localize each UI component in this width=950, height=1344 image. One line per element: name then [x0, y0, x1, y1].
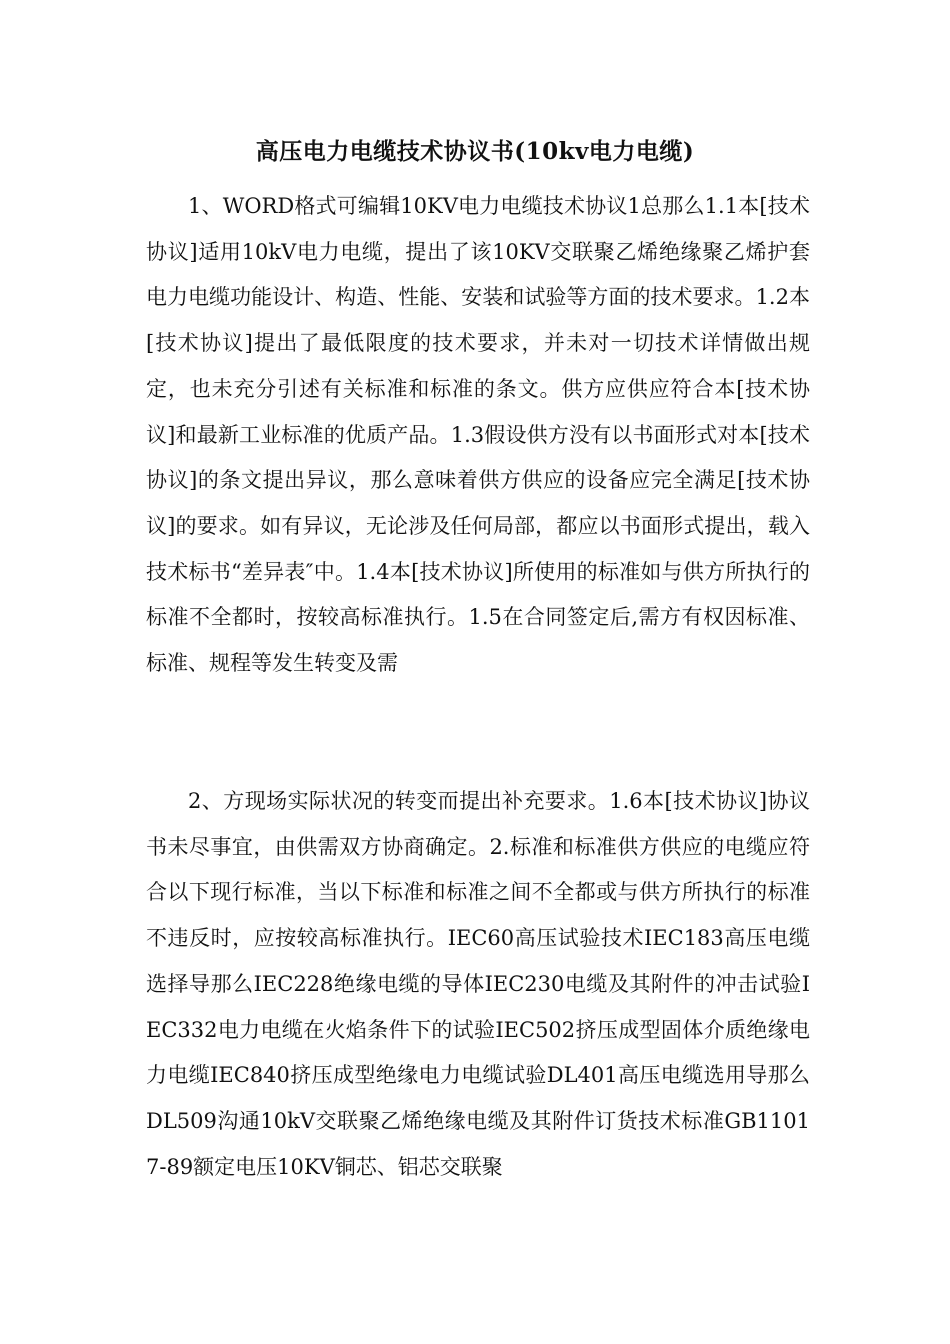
paragraph-1: 1、WORD格式可编辑10KV电力电缆技术协议1总那么1.1本[技术协议]适用10kV电力电缆，提出了该10KV交联聚乙烯绝缘聚乙烯护套电力电缆功能设计、构造、性能、安装和试验等方面的技术要求。1.2本[技术协议]提出了最低限度的技术要求，并未对一切技术详情做出规定，也未充分引述有关标准和标准的条文。供方应供应符合本[技术协议]和最新工业标准的优质产品。1.3假设供方没有以书面形式对本[技术协议]的条文提出异议，那么意味着供方供应的设备应完全满足[技术协议]的要求。如有异议，无论涉及任何局部，都应以书面形式提出，载入技术标书“差异表″中。1.4本[技术协议]所使用的标准如与供方所执行的标准不全都时，按较高标准执行。1.5在合同签定后,需方有权因标准、标准、规程等发生转变及需: [146, 194, 810, 676]
paragraph-2: 2、方现场实际状况的转变而提出补充要求。1.6本[技术协议]协议书未尽事宜，由供需双方协商确定。2.标准和标准供方供应的电缆应符合以下现行标准，当以下标准和标准之间不全都或与供方所执行的标准不违反时，应按较高标准执行。IEC60高压试验技术IEC183高压电缆选择导那么IEC228绝缘电缆的导体IEC230电缆及其附件的冲击试验IEC332电力电缆在火焰条件下的试验IEC502挤压成型固体介质绝缘电力电缆IEC840挤压成型绝缘电力电缆试验DL401高压电缆选用导那么DL509沟通10kV交联聚乙烯绝缘电缆及其附件订货技术标准GB11017-89额定电压10KV铜芯、铝芯交联聚: [146, 789, 810, 1179]
document-title: 高压电力电缆技术协议书(10kv电力电缆): [255, 138, 695, 165]
